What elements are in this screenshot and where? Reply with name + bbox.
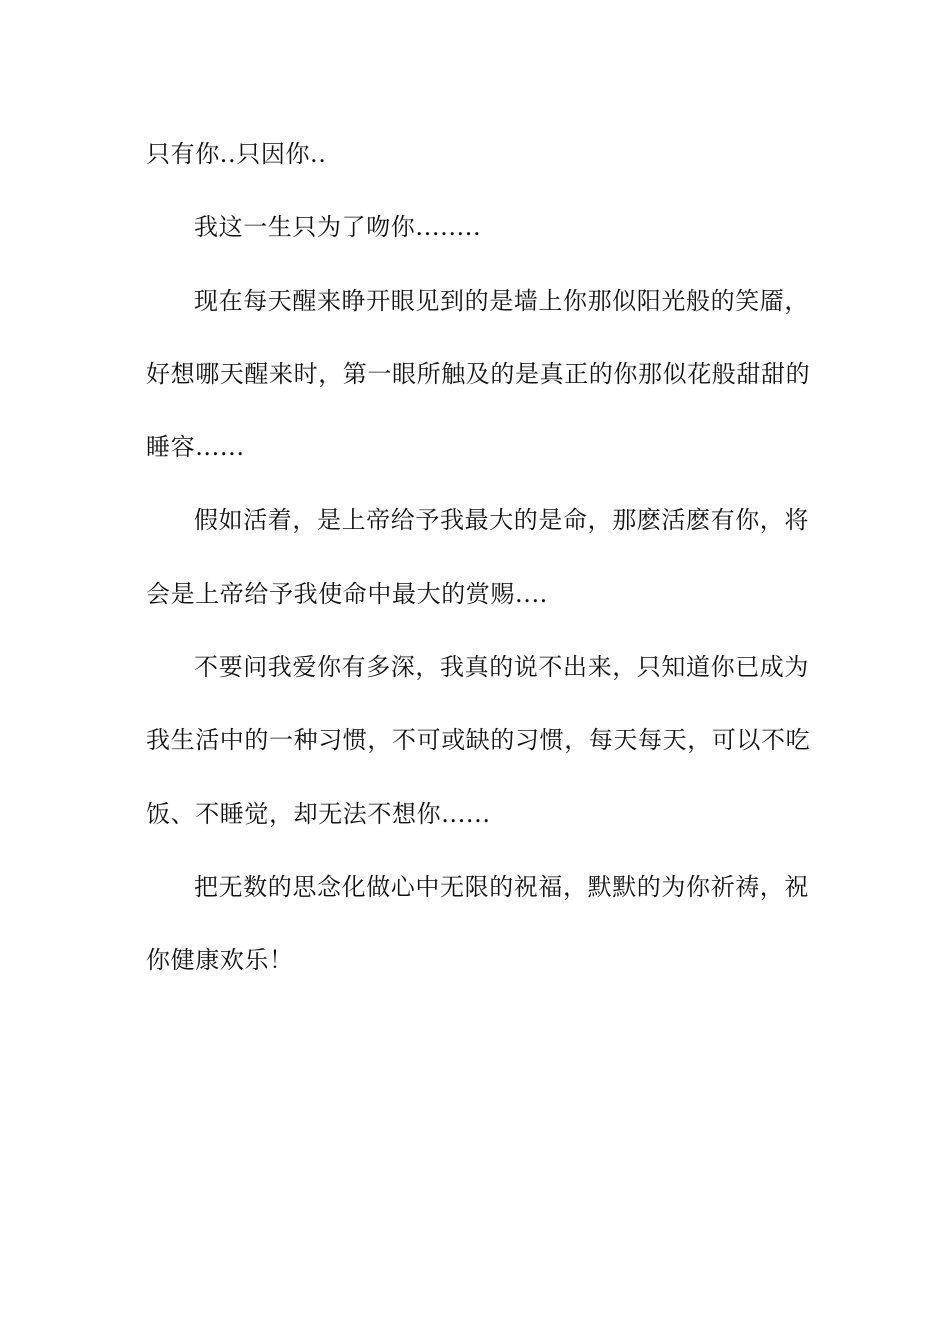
paragraph-first-line: 现在每天醒来睁开眼见到的是墙上你那似阳光般的笑靥， [194, 286, 809, 315]
text-line: 只有你..只因你.. [146, 140, 327, 168]
document-body [146, 128, 811, 1008]
paragraph-first-line: 假如活着，是上帝给予我最大的是命，那麽活麽有你，将 [194, 506, 809, 535]
text-line: 会是上帝给予我使命中最大的赏赐.... [146, 579, 548, 608]
paragraph-first-line: 把无数的思念化做心中无限的祝福，默默的为你祈祷，祝 [194, 872, 809, 901]
paragraph-first-line: 不要问我爱你有多深，我真的说不出来，只知道你已成为 [194, 653, 809, 682]
text-line: 你健康欢乐！ [146, 946, 294, 975]
text-line: 好想哪天醒来时，第一眼所触及的是真正的你那似花般甜甜的 [146, 359, 811, 388]
text-line: 我生活中的一种习惯，不可或缺的习惯，每天每天，可以不吃 [146, 726, 811, 755]
paragraph-first-line: 我这一生只为了吻你........ [194, 213, 482, 242]
text-line: 饭、不睡觉，却无法不想你...... [146, 799, 491, 828]
text-line: 睡容...... [146, 433, 245, 462]
